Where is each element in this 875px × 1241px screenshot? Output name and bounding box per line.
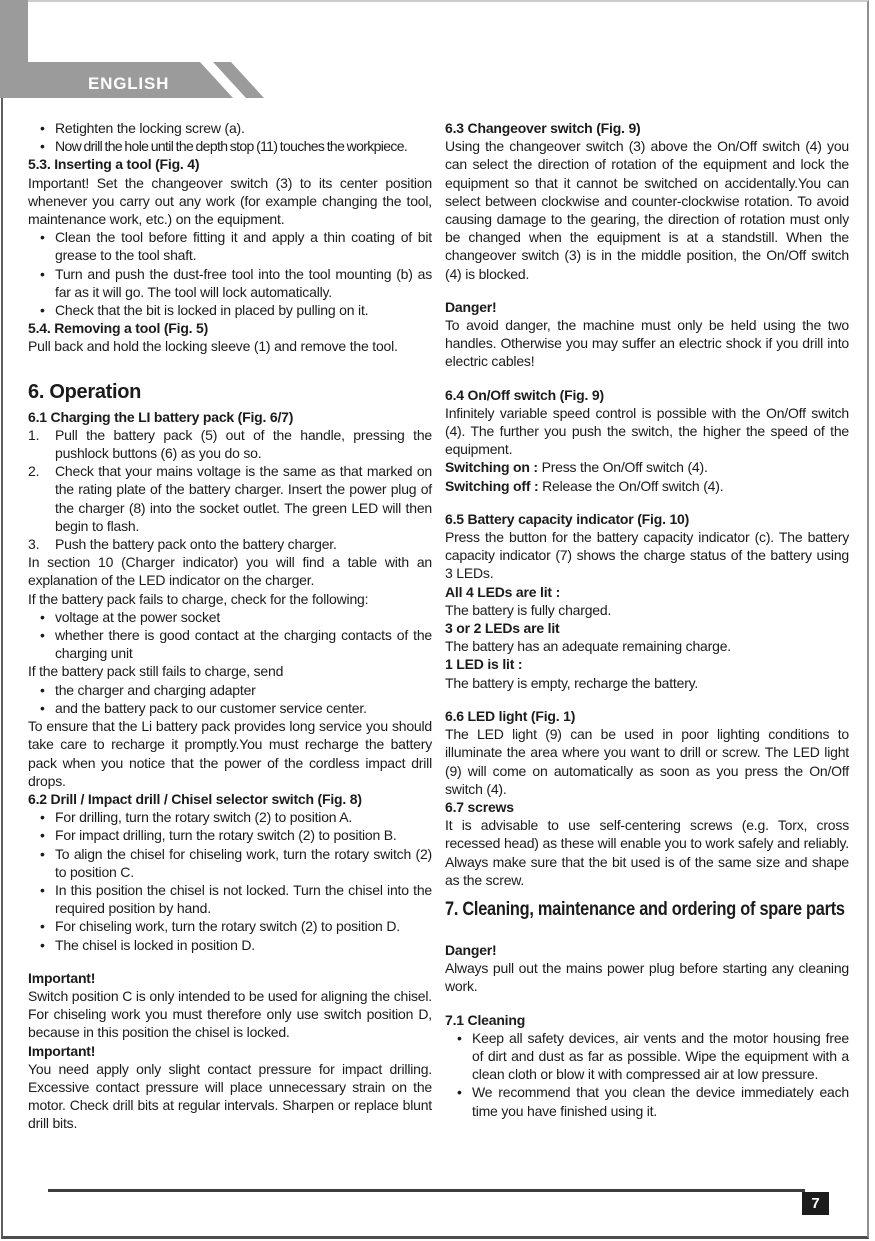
list-item-text: For drilling, turn the rotary switch (2) to position A. [55,809,353,826]
list-number: 1. [28,426,40,443]
paragraph: In section 10 (Charger indicator) you will find a table with an explanation of the LED indicator on the charger. [28,554,432,589]
corner-block [0,0,28,98]
subsection-heading: 6.4 On/Off switch (Fig. 9) [445,386,604,403]
list-item-text: and the battery pack to our customer service center. [55,699,367,716]
bullet-icon: • [40,918,45,935]
list-number: 2. [28,463,40,480]
list-item-text: In this position the chisel is not locked. Turn the chisel into the required position by hand. [55,881,432,917]
list-item-text: Keep all safety devices, air vents and the motor housing free of dirt and dust as far as possible. Wipe the equipment with a clean cloth or blow it with compressed air at low pressure. [472,1029,849,1083]
bullet-icon: • [40,681,45,698]
list-item-text: For chiseling work, turn the rotary switch (2) to position D. [55,918,400,935]
lead-text: Press the On/Off switch (4). [541,459,708,476]
paragraph: Pull back and hold the locking sleeve (1) and remove the tool. [28,338,398,355]
subsection-heading: Important! [28,969,96,986]
list-item [28,845,432,881]
subsection-heading: 3 or 2 LEDs are lit [445,620,560,637]
section-heading: 7. Cleaning, maintenance and ordering of spare parts [445,898,845,920]
page-number: 7 [811,1195,820,1212]
subsection-heading: All 4 LEDs are lit : [445,583,561,600]
list-item-text: To align the chisel for chiseling work, turn the rotary switch (2) to position C. [55,845,432,880]
paragraph: The battery has an adequate remaining charge. [445,638,731,655]
paragraph: The LED light (9) can be used in poor lighting conditions to illuminate the area where you want to drill or screw. The LED light (9) will come on automatically as soon as you press the On/Off switch (4). [445,726,849,797]
paragraph: To avoid danger, the machine must only be held using the two handles. Otherwise you may suffer an electric shock if you drill into electric cables! [445,317,849,370]
section-heading: 6. Operation [28,380,142,403]
paragraph: To ensure that the Li battery pack provides long service you should take care to recharge it promptly.You must recharge the battery pack when you notice that the power of the cordless impact drill drops. [28,718,432,789]
bullet-icon: • [457,1084,462,1101]
bullet-icon: • [40,809,45,826]
subsection-heading: 6.7 screws [445,798,514,815]
page-number-badge [802,1192,829,1215]
footer-rule [48,1189,805,1192]
list-item [28,608,432,626]
list-item [28,301,432,319]
lead-label: Switching off : [445,477,539,494]
column-right [445,119,849,1133]
list-item [28,137,432,155]
bullet-icon: • [40,608,45,625]
lead-label: Switching on : [445,459,538,476]
subsection-heading: Danger! [445,941,497,958]
list-item [28,936,432,954]
content-columns [28,119,850,1133]
list-item-text: Check that your mains voltage is the same as that marked on the rating plate of the battery charger. Insert the power plug of the charger (8) into the socket outlet. The green LED will then begin to flash. [55,463,432,534]
list-item [28,462,432,535]
paragraph: The battery is fully charged. [445,601,612,618]
language-label: ENGLISH [88,74,170,93]
list-item-text: For impact drilling, turn the rotary switch (2) to position B. [55,827,397,844]
list-item [28,119,432,137]
list-item-text: Retighten the locking screw (a). [55,120,245,136]
subsection-heading: 1 LED is lit : [445,656,523,673]
list-item [28,535,432,553]
subsection-heading: 6.1 Charging the LI battery pack (Fig. 6/7) [28,408,294,425]
lead-paragraph [445,458,849,476]
lead-paragraph [445,477,849,495]
list-item-text: The chisel is locked in position D. [55,936,255,953]
bullet-icon: • [40,881,45,898]
spacer [445,926,849,941]
list-item [28,626,432,662]
list-number: 3. [28,536,40,553]
subsection-heading: 6.5 Battery capacity indicator (Fig. 10) [445,510,690,527]
list-item-text: Check that the bit is locked in placed by pulling on it. [55,302,369,319]
list-item [28,228,432,264]
subsection-heading: 5.3. Inserting a tool (Fig. 4) [28,156,200,173]
list-item-text: whether there is good contact at the charging contacts of the charging unit [55,627,432,662]
list-item-text: Now drill the hole until the depth stop (11) touches the workpiece. [55,138,408,155]
bullet-icon: • [40,936,45,953]
bullet-icon: • [40,827,45,844]
paragraph: If the battery pack still fails to charge, send [28,663,284,680]
list-item [28,881,432,917]
lead-text: Release the On/Off switch (4). [542,477,724,494]
list-item-text: We recommend that you clean the device immediately each time you have finished using it. [472,1084,849,1119]
subsection-heading: 5.4. Removing a tool (Fig. 5) [28,320,209,337]
subsection-heading: 6.2 Drill / Impact drill / Chisel selector switch (Fig. 8) [28,790,362,807]
list-item [28,917,432,935]
list-item-text: Pull the battery pack (5) out of the handle, pressing the pushlock buttons (6) as you do so. [55,426,432,462]
subsection-heading: 6.6 LED light (Fig. 1) [445,707,576,724]
spacer [445,495,849,510]
bullet-icon: • [40,229,45,246]
list-item-text: Push the battery pack onto the battery charger. [55,536,337,553]
list-item [445,1083,849,1119]
paragraph: Using the changeover switch (3) above the On/Off switch (4) you can select the direction of rotation of the equipment and lock the equipment so that it cannot be switched on accidentally.You can select between clockwise and counter-clockwise rotation. To avoid causing damage to the gearing, the direction of rotation must only be changed when the equipment is at a standstill. When the changeover switch (3) is in the middle position, the On/Off switch (4) is blocked. [445,138,849,282]
bullet-icon: • [40,845,45,862]
paragraph: You need apply only slight contact pressure for impact drilling. Excessive contact pressure will place unnecessary strain on the motor. Check drill bits at regular intervals. Sharpen or replace blunt drill bits. [28,1060,432,1132]
bullet-icon: • [457,1029,462,1046]
list-item [28,808,432,826]
spacer [445,996,849,1011]
paragraph: Switch position C is only intended to be used for aligning the chisel. For chiseling work you must therefore only use switch position D, because in this position the chisel is locked. [28,987,432,1041]
bullet-icon: • [40,627,45,644]
paragraph: Infinitely variable speed control is possible with the On/Off switch (4). The further you push the switch, the higher the speed of the equipment. [445,404,849,458]
bullet-icon: • [40,699,45,716]
bullet-icon: • [40,120,45,136]
paragraph: The battery is empty, recharge the battery. [445,674,699,691]
list-item-text: the charger and charging adapter [55,681,256,698]
list-item [445,1029,849,1084]
spacer [445,283,849,298]
subsection-heading: 6.3 Changeover switch (Fig. 9) [445,120,641,136]
list-item [28,265,432,301]
paragraph: Press the button for the battery capacity indicator (c). The battery capacity indicator (7) shows the charge status of the battery using 3 LEDs. [445,529,849,582]
subsection-heading: Danger! [445,298,497,315]
spacer [28,954,432,969]
list-item-text: voltage at the power socket [55,608,221,625]
list-item [28,426,432,462]
bullet-icon: • [40,302,45,319]
spacer [445,692,849,707]
subsection-heading: 7.1 Cleaning [445,1011,526,1028]
list-item-text: Turn and push the dust-free tool into the tool mounting (b) as far as it will go. The tool will lock automatically. [55,265,432,300]
list-item [28,826,432,844]
list-item [28,681,432,699]
list-item-text: Clean the tool before fitting it and apply a thin coating of bit grease to the tool shaft. [55,229,432,264]
spacer [28,356,432,371]
paragraph: If the battery pack fails to charge, check for the following: [28,590,369,607]
paragraph: Always pull out the mains power plug before starting any cleaning work. [445,960,849,995]
subsection-heading: Important! [28,1042,96,1059]
bullet-icon: • [40,138,45,155]
paragraph: Important! Set the changeover switch (3) to its center position whenever you carry out any work (for example changing the tool, maintenance work, etc.) on the equipment. [28,174,432,228]
list-item [28,699,432,717]
column-left [28,119,432,1133]
paragraph: It is advisable to use self-centering screws (e.g. Torx, cross recessed head) as these will enable you to work safely and reliably. Always make sure that the bit used is of the same size and shape as the screw. [445,817,849,888]
bullet-icon: • [40,265,45,282]
spacer [445,371,849,386]
